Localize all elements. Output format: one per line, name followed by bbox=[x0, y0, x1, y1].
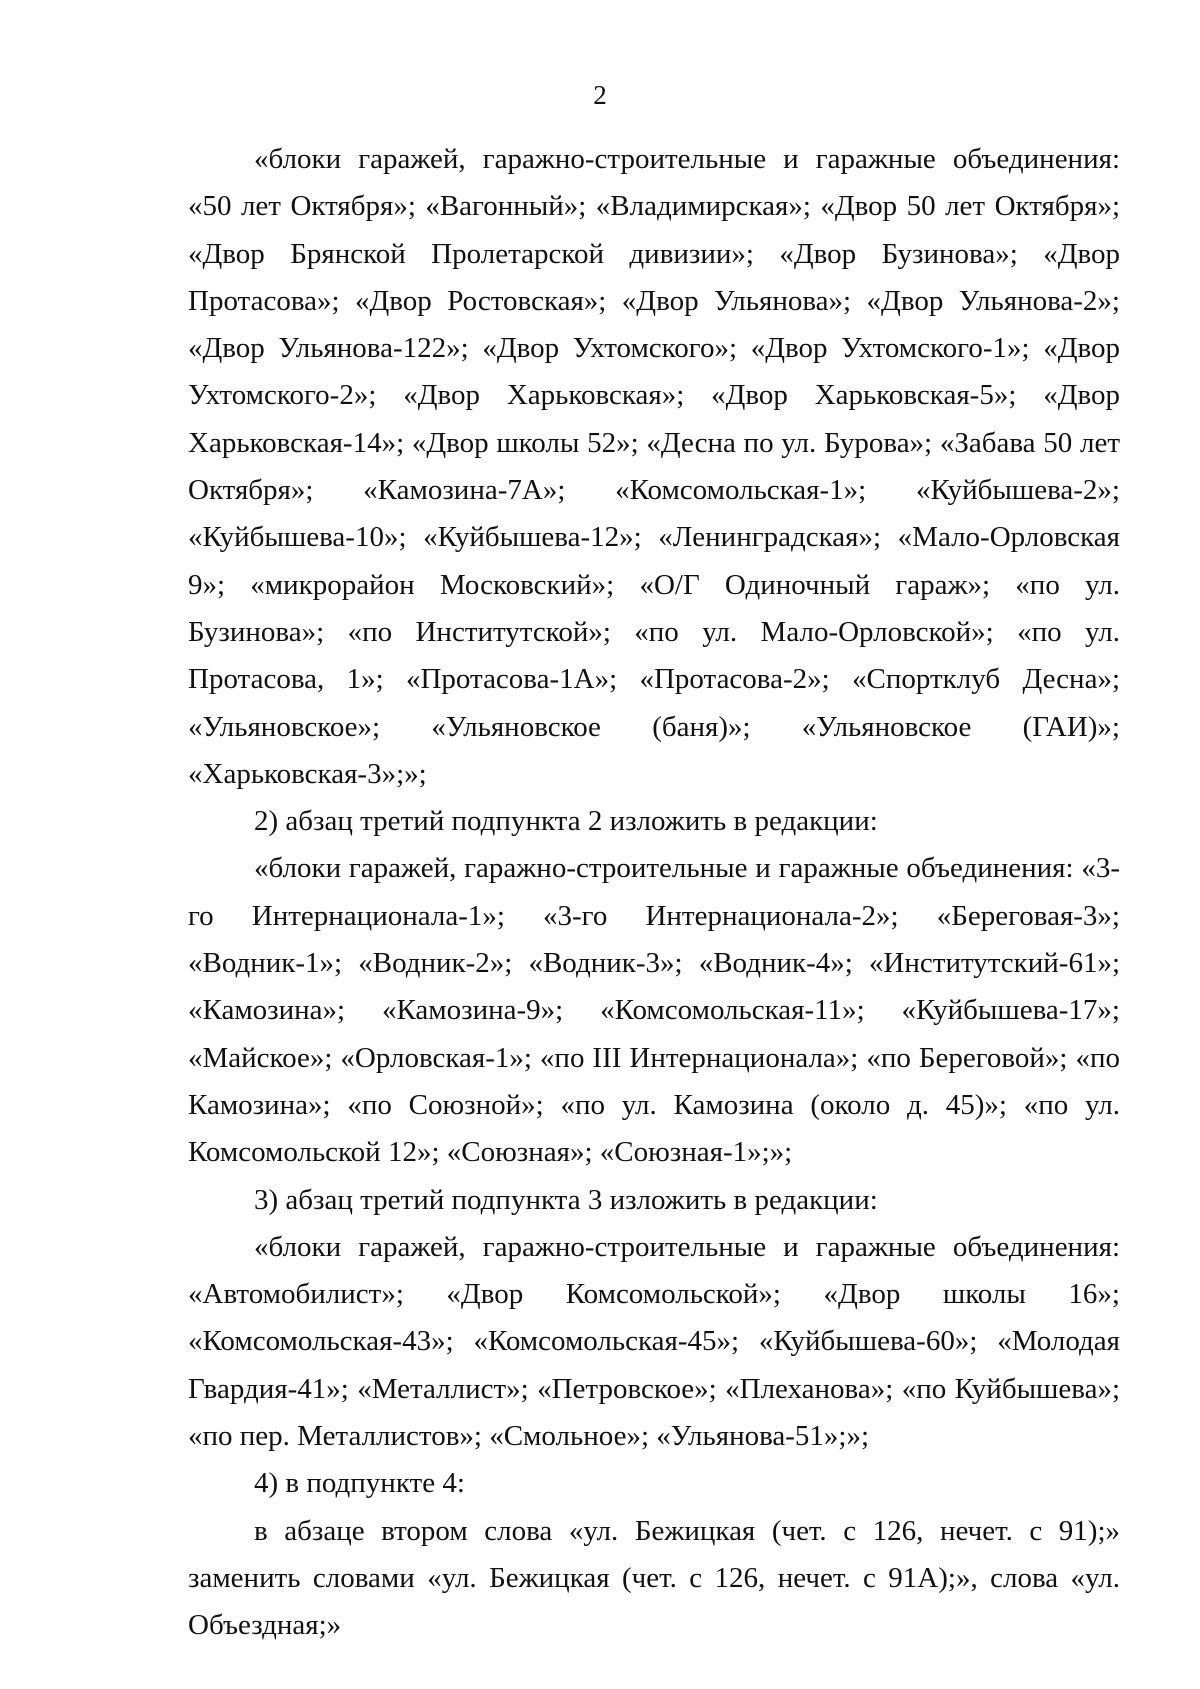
page-number: 2 bbox=[593, 80, 607, 110]
paragraph-garages-list-3: «блоки гаражей, гаражно-строительные и гаражные объединения: «Автомобилист»; «Двор Комсомольской»; «Двор школы 16»; «Комсомольская-43»; «Комсомольская-45»; «Куйбышева-60»; «Молодая Гвардия-41»; «Металлист»; «Петровское»; «Плеханова»; «по Куйбышева»; «по пер. Металлистов»; «Смольное»; «Ульянова-51»;»; bbox=[188, 1230, 1120, 1453]
document-body bbox=[188, 136, 1120, 1650]
paragraph-garages-list-2: «блоки гаражей, гаражно-строительные и гаражные объединения: «3-го Интернационала-1»; «3-го Интернационала-2»; «Береговая-3»; «Водник-1»; «Водник-2»; «Водник-3»; «Водник-4»; «Институтский-61»; «Камозина»; «Камозина-9»; «Комсомольская-11»; «Куйбышева-17»; «Майское»; «Орловская-1»; «по III Интернационала»; «по Береговой»; «по Камозина»; «по Союзной»; «по ул. Камозина (около д. 45)»; «по ул. Комсомольской 12»; «Союзная»; «Союзная-1»;»; bbox=[188, 852, 1120, 1169]
paragraph-item-4-heading: 4) в подпункте 4: bbox=[254, 1467, 465, 1500]
paragraph-item-2-heading: 2) абзац третий подпункта 2 изложить в редакции: bbox=[254, 805, 878, 838]
paragraph-item-4-text: в абзаце втором слова «ул. Бежицкая (чет. с 126, нечет. с 91);» заменить словами «ул. Бежицкая (чет. с 126, нечет. с 91А);», слова «ул. Объездная;» bbox=[188, 1514, 1120, 1642]
paragraph-item-3-heading: 3) абзац третий подпункта 3 изложить в редакции: bbox=[254, 1183, 878, 1216]
paragraph-garages-list-1: «блоки гаражей, гаражно-строительные и гаражные объединения: «50 лет Октября»; «Вагонный»; «Владимирская»; «Двор 50 лет Октября»; «Двор Брянской Пролетарской дивизии»; «Двор Бузинова»; «Двор Протасова»; «Двор Ростовская»; «Двор Ульянова»; «Двор Ульянова-2»; «Двор Ульянова-122»; «Двор Ухтомского»; «Двор Ухтомского-1»; «Двор Ухтомского-2»; «Двор Харьковская»; «Двор Харьковская-5»; «Двор Харьковская-14»; «Двор школы 52»; «Десна по ул. Бурова»; «Забава 50 лет Октября»; «Камозина-7А»; «Комсомольская-1»; «Куйбышева-2»; «Куйбышева-10»; «Куйбышева-12»; «Ленинградская»; «Мало-Орловская 9»; «микрорайон Московский»; «О/Г Одиночный гараж»; «по ул. Бузинова»; «по Институтской»; «по ул. Мало-Орловской»; «по ул. Протасова, 1»; «Протасова-1А»; «Протасова-2»; «Спортклуб Десна»; «Ульяновское»; «Ульяновское (баня)»; «Ульяновское (ГАИ)»; «Харьковская-3»;»; bbox=[188, 143, 1120, 790]
